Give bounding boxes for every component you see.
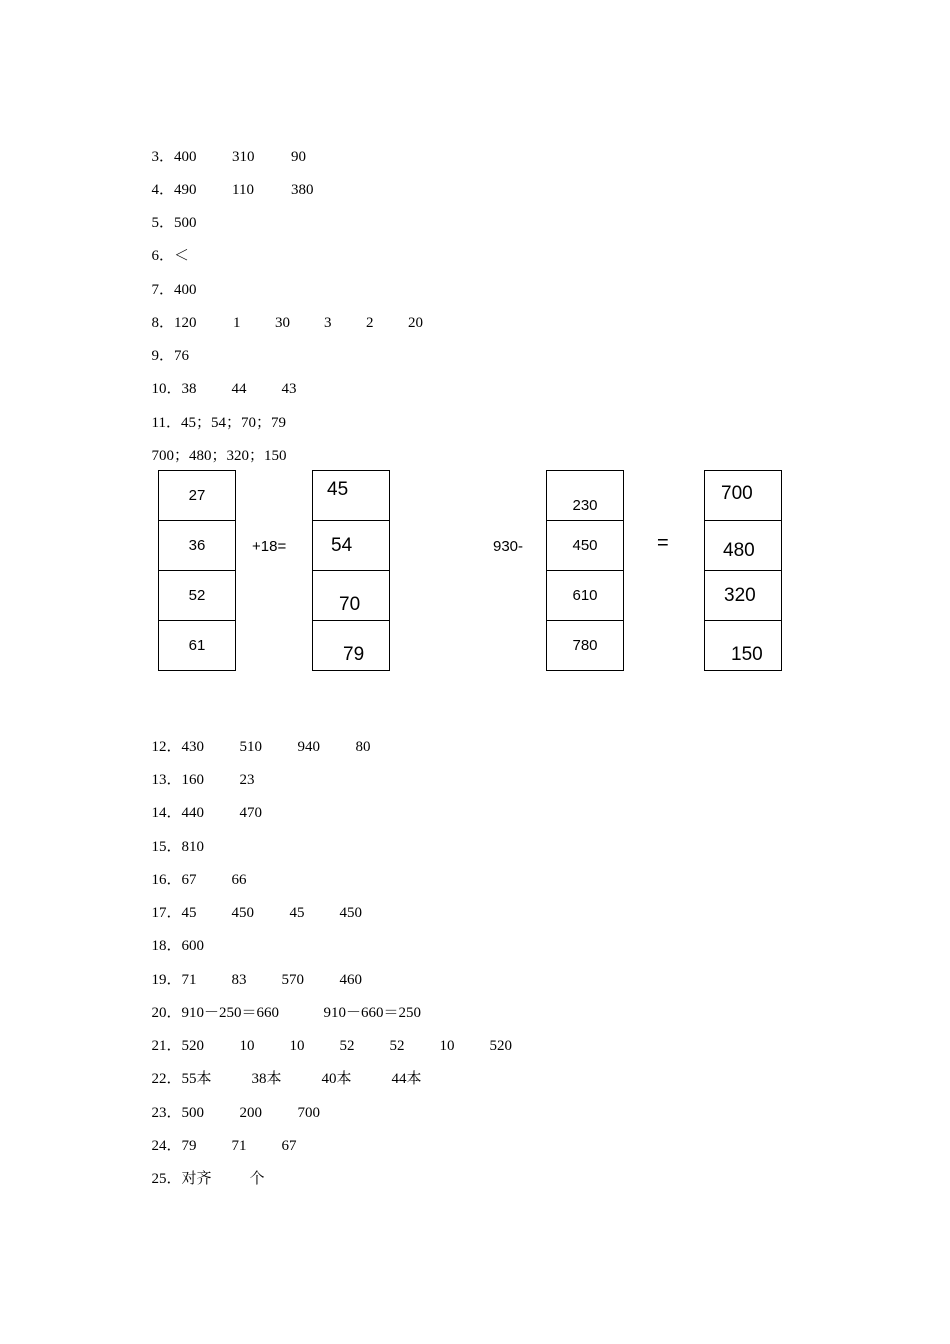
answer-line-25 xyxy=(144,1149,265,1187)
answer-line-24 xyxy=(144,1116,297,1154)
answer-value: 450 xyxy=(231,905,255,921)
answer-label: 22． xyxy=(151,1071,182,1087)
answer-value: 45；54；70；79 xyxy=(180,415,286,431)
answer-value: 430 xyxy=(181,739,205,755)
answer-label: 6． xyxy=(151,248,175,264)
answer-label: 20． xyxy=(151,1005,182,1021)
left-operator: +18= xyxy=(252,538,287,555)
answer-label: 16． xyxy=(151,872,182,888)
right-input-column xyxy=(546,470,624,671)
answer-value: 40本 xyxy=(321,1071,352,1087)
answer-value: 55本 xyxy=(181,1071,212,1087)
right-output-cell: 150 xyxy=(731,644,763,665)
answer-line-16 xyxy=(144,850,247,888)
answer-label: 24． xyxy=(151,1138,182,1154)
answer-line-10 xyxy=(144,359,297,397)
answer-value: 910－250＝660 xyxy=(181,1005,280,1021)
answer-value: 200 xyxy=(239,1105,263,1121)
answer-label: 25． xyxy=(151,1171,182,1187)
left-input-cell: 52 xyxy=(159,571,235,621)
answer-value: 3 xyxy=(324,315,332,331)
answer-value: 38 xyxy=(181,381,197,397)
right-output-cell: 480 xyxy=(705,521,781,571)
answer-value: 380 xyxy=(291,182,314,198)
answer-value: 38本 xyxy=(251,1071,282,1087)
right-input-cell: 610 xyxy=(547,571,623,621)
answer-value: 940 xyxy=(297,739,321,755)
answer-line-17 xyxy=(144,883,363,921)
answer-value: 23 xyxy=(239,772,255,788)
right-input-cell: 230 xyxy=(547,471,623,521)
answer-value: 个 xyxy=(249,1171,265,1187)
answer-value: 440 xyxy=(181,805,205,821)
answer-line-14 xyxy=(144,783,263,821)
answer-line-11 xyxy=(144,393,286,431)
answer-line-9 xyxy=(144,326,190,364)
answer-value: 570 xyxy=(281,972,305,988)
answer-value: 52 xyxy=(339,1038,355,1054)
equals-sign: = xyxy=(657,532,669,554)
answer-value: 对齐 xyxy=(181,1171,212,1187)
left-input-cell: 61 xyxy=(188,637,206,654)
answer-line-15 xyxy=(144,817,205,855)
answer-value: 470 xyxy=(239,805,263,821)
answer-value: 400 xyxy=(174,149,197,165)
answer-label: 19． xyxy=(151,972,182,988)
right-output-cell: 700 xyxy=(705,471,781,521)
answer-value: 10 xyxy=(239,1038,255,1054)
answer-value: 700 xyxy=(297,1105,321,1121)
answer-line-19 xyxy=(144,950,363,988)
answer-value: 83 xyxy=(231,972,247,988)
answer-label: 17． xyxy=(151,905,182,921)
left-output-cell: 70 xyxy=(313,571,389,621)
answer-label: 8． xyxy=(151,315,175,331)
answer-label: 23． xyxy=(151,1105,182,1121)
answer-value: 71 xyxy=(231,1138,247,1154)
answer-value: 45 xyxy=(181,905,197,921)
answer-value: 20 xyxy=(408,315,424,331)
answer-value: 450 xyxy=(339,905,363,921)
answer-line-8 xyxy=(144,293,424,331)
answer-label: 21． xyxy=(151,1038,182,1054)
answer-label: 3． xyxy=(151,149,175,165)
answer-label: 13． xyxy=(151,772,182,788)
answer-line-6 xyxy=(144,226,190,264)
answer-value: 460 xyxy=(339,972,363,988)
answer-value: 600 xyxy=(181,938,205,954)
left-output-cell: 79 xyxy=(343,644,365,665)
answer-label: 14． xyxy=(151,805,182,821)
answer-line-3 xyxy=(144,127,307,165)
answer-value: 700；480；320；150 xyxy=(151,448,287,464)
answer-value: 10 xyxy=(289,1038,305,1054)
answer-line-20 xyxy=(144,983,422,1021)
answer-line-4 xyxy=(144,160,314,198)
answer-value: 90 xyxy=(291,149,307,165)
answer-value: 30 xyxy=(275,315,291,331)
left-output-cell: 54 xyxy=(313,521,389,571)
answer-value: 110 xyxy=(232,182,254,198)
answer-value: 510 xyxy=(239,739,263,755)
right-input-cell: 780 xyxy=(572,637,598,654)
answer-value: 52 xyxy=(389,1038,405,1054)
answer-value: 490 xyxy=(174,182,197,198)
left-input-cell: 27 xyxy=(159,471,235,521)
answer-line-11-continued xyxy=(144,426,287,464)
answer-label: 11． xyxy=(151,415,181,431)
answer-line-18 xyxy=(144,916,205,954)
answer-value: 71 xyxy=(181,972,197,988)
answer-value: 67 xyxy=(281,1138,297,1154)
left-output-column xyxy=(312,470,390,671)
answer-value: 43 xyxy=(281,381,297,397)
answer-value: 44本 xyxy=(391,1071,422,1087)
answer-value: 67 xyxy=(181,872,197,888)
answer-value: ＜ xyxy=(174,248,190,264)
answer-value: 10 xyxy=(439,1038,455,1054)
answer-label: 5． xyxy=(151,215,175,231)
answer-value: 500 xyxy=(181,1105,205,1121)
answer-value: 2 xyxy=(366,315,374,331)
answer-value: 520 xyxy=(181,1038,205,1054)
right-operator: 930- xyxy=(493,538,524,555)
answer-value: 400 xyxy=(174,282,197,298)
answer-label: 7． xyxy=(151,282,175,298)
answer-label: 10． xyxy=(151,381,182,397)
answer-label: 12． xyxy=(151,739,182,755)
answer-value: 310 xyxy=(232,149,255,165)
answer-value: 160 xyxy=(181,772,205,788)
right-output-cell: 320 xyxy=(705,571,781,621)
number-machine-figure xyxy=(0,468,950,678)
left-input-column xyxy=(158,470,236,671)
answer-value: 44 xyxy=(231,381,247,397)
answer-value: 79 xyxy=(181,1138,197,1154)
answer-line-5 xyxy=(144,193,197,231)
answer-label: 4． xyxy=(151,182,175,198)
answer-line-23 xyxy=(144,1083,321,1121)
left-input-cell: 36 xyxy=(159,521,235,571)
answer-value: 810 xyxy=(181,839,205,855)
answer-value: 1 xyxy=(233,315,241,331)
answer-value: 910－660＝250 xyxy=(323,1005,422,1021)
answer-line-22 xyxy=(144,1049,422,1087)
answer-value: 120 xyxy=(174,315,197,331)
answer-line-21 xyxy=(144,1016,513,1054)
right-input-cell: 450 xyxy=(547,521,623,571)
answer-label: 9． xyxy=(151,348,175,364)
answer-value: 76 xyxy=(174,348,190,364)
answer-value: 500 xyxy=(174,215,197,231)
answer-value: 45 xyxy=(289,905,305,921)
answer-line-13 xyxy=(144,750,255,788)
answer-line-7 xyxy=(144,260,197,298)
right-output-column xyxy=(704,470,782,671)
answer-value: 66 xyxy=(231,872,247,888)
left-output-cell: 45 xyxy=(313,471,389,521)
answer-value: 520 xyxy=(489,1038,513,1054)
answer-label: 15． xyxy=(151,839,182,855)
answer-label: 18． xyxy=(151,938,182,954)
answer-line-12 xyxy=(144,717,371,755)
answer-value: 80 xyxy=(355,739,371,755)
